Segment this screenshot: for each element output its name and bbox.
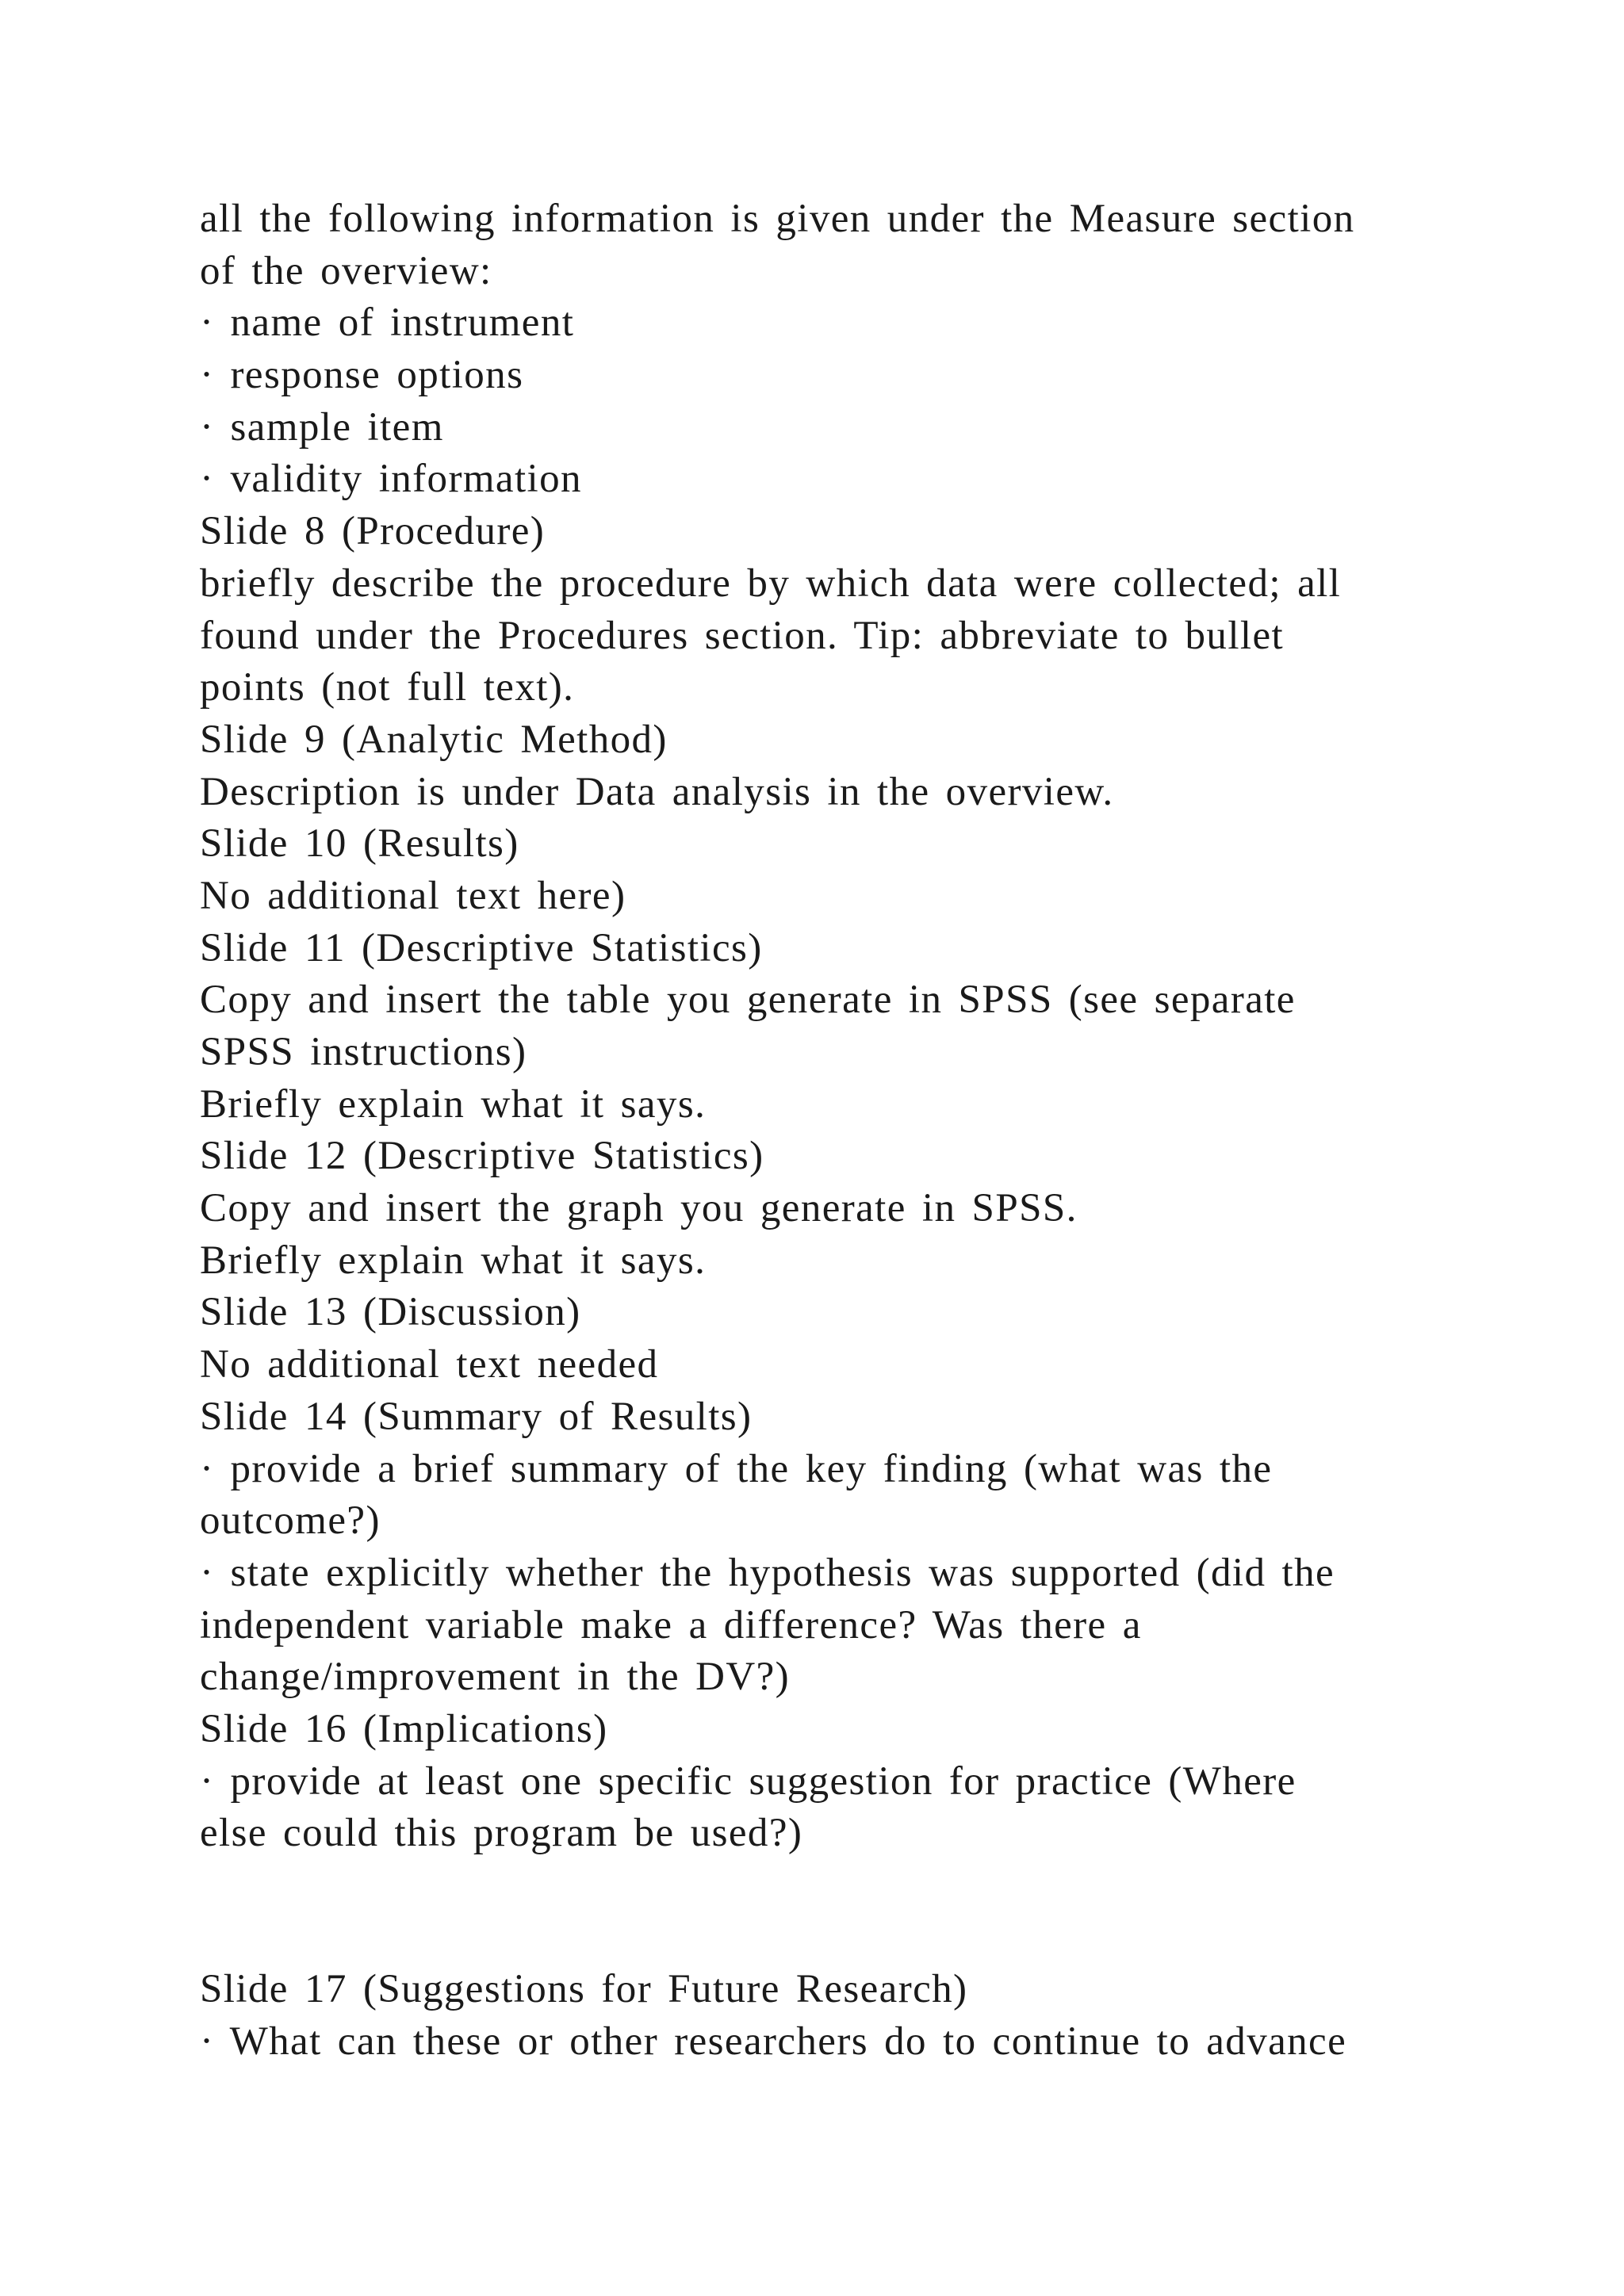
text-line: Copy and insert the graph you generate in SPSS. <box>200 1186 1078 1231</box>
slide-heading: Slide 10 (Results) <box>200 821 519 867</box>
text-line: points (not full text). <box>200 665 575 710</box>
slide-heading: Slide 11 (Descriptive Statistics) <box>200 925 763 970</box>
slide-heading: Slide 8 (Procedure) <box>200 509 546 554</box>
list-item: · provide at least one specific suggestion for practice (Where <box>200 1758 1297 1804</box>
text-line: briefly describe the procedure by which data were collected; all <box>200 561 1342 606</box>
list-item: · validity information <box>200 457 582 502</box>
text-line: No additional text here) <box>200 873 626 918</box>
slide-heading: Slide 12 (Descriptive Statistics) <box>200 1134 764 1179</box>
list-item: · What can these or other researchers do to continue to advance <box>200 2019 1347 2064</box>
text-line: SPSS instructions) <box>200 1030 527 1074</box>
text-line: No additional text needed <box>200 1342 659 1387</box>
blank-gap <box>200 1860 1453 1964</box>
text-line: Copy and insert the table you generate in SPSS (see separate <box>200 978 1296 1023</box>
list-item: · provide a brief summary of the key finding (what was the <box>200 1446 1273 1491</box>
text-line: independent variable make a difference? Was there a <box>200 1602 1142 1647</box>
text-line: all the following information is given under the Measure section <box>200 197 1355 241</box>
text-line: Briefly explain what it says. <box>200 1238 707 1283</box>
list-item: · sample item <box>200 404 444 450</box>
slide-heading: Slide 13 (Discussion) <box>200 1290 581 1335</box>
slide-heading: Slide 16 (Implications) <box>200 1706 608 1751</box>
text-line: change/improvement in the DV?) <box>200 1655 791 1700</box>
text-line: of the overview: <box>200 248 492 293</box>
list-item: · response options <box>200 353 524 398</box>
text-line: Briefly explain what it says. <box>200 1081 707 1127</box>
document-body <box>200 193 1453 2068</box>
list-item: · state explicitly whether the hypothesis was supported (did the <box>200 1550 1335 1595</box>
list-item: · name of instrument <box>200 300 575 346</box>
slide-heading: Slide 14 (Summary of Results) <box>200 1394 753 1439</box>
text-line: Description is under Data analysis in the overview. <box>200 769 1114 814</box>
text-line: outcome?) <box>200 1498 381 1544</box>
text-line: else could this program be used?) <box>200 1811 803 1856</box>
slide-heading: Slide 17 (Suggestions for Future Research) <box>200 1967 968 2012</box>
text-line: found under the Procedures section. Tip: abbreviate to bullet <box>200 613 1285 658</box>
slide-heading: Slide 9 (Analytic Method) <box>200 717 668 762</box>
